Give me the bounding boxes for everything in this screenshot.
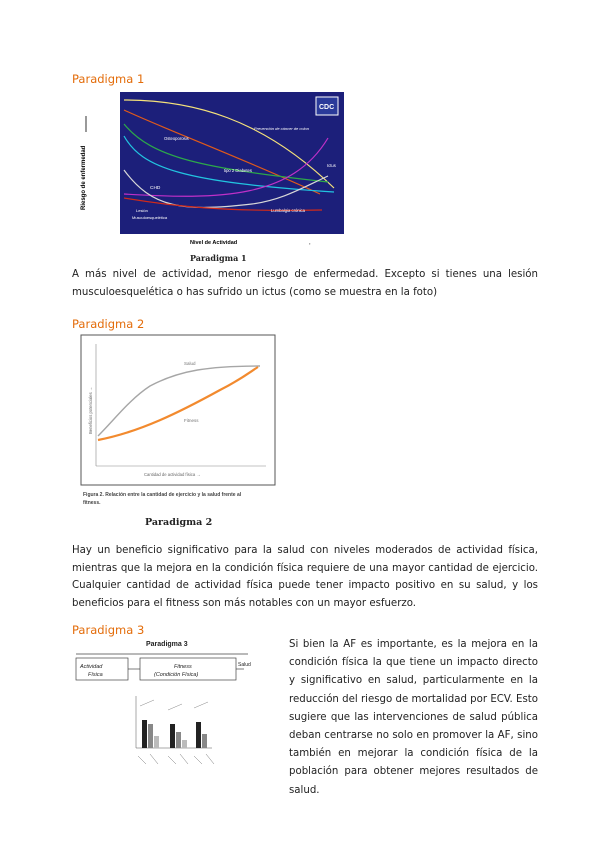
bar-6 (182, 740, 187, 748)
bar-1 (142, 720, 147, 748)
figure-1-ylabel: Riesgo de enfermedad (81, 145, 87, 210)
figure-1-xlabel: Nivel de Actividad (190, 240, 238, 246)
figure-2-caption-line-2: fitness. (83, 500, 101, 506)
figure-3-barchart (136, 696, 214, 764)
bar-3 (154, 736, 159, 748)
figure-paradigma-1 (72, 88, 362, 250)
bar-7 (196, 722, 201, 748)
label-lowback: Lumbalgia crónica (271, 208, 305, 213)
box-fitness-text: Fitness (174, 664, 192, 670)
figure-3-title: Paradigma 3 (146, 641, 188, 648)
figure-paradigma-3 (72, 636, 262, 772)
label-lesion-2: Musculoesquelética (132, 215, 168, 220)
paragraph-1: A más nivel de actividad, menor riesgo de enfermedad. Excepto si tienes una lesión musculoesquelética o has sufrido un ictus (como se muestra en la foto) (72, 269, 538, 298)
box-actividad-text-2: Física (88, 672, 103, 678)
label-osteo: Osteoporosis (164, 136, 189, 141)
figure-2-ylabel: Beneficios potenciales → (88, 386, 93, 434)
label-stroke: Ictus (327, 163, 336, 168)
bar-5 (176, 732, 181, 748)
section-heading-2: Paradigma 2 (72, 317, 145, 331)
label-lesion: Lesión (136, 208, 148, 213)
figure-2-caption-line-1: Figura 2. Relación entre la cantidad de ejercicio y la salud frente al (83, 492, 242, 498)
box-salud-text: Salud (238, 662, 251, 668)
box-actividad-text: Actividad (80, 664, 103, 670)
x-axis-arrow: , (309, 240, 311, 246)
box-fitness-text-2: (Condición Física) (154, 672, 199, 678)
figure-2-xlabel: Cantidad de actividad física → (144, 472, 201, 477)
label-fitness: Fitness (184, 418, 199, 423)
section-heading-3: Paradigma 3 (72, 623, 145, 637)
caption-paradigma-1: Paradigma 1 (190, 253, 247, 263)
paragraph-3: Si bien la AF es importante, es la mejora en la condición física la que tiene un impacto directo y significativo en salud, particularmente en la reducción del riesgo de mortalidad por ECV. Esto sugiere que las intervenciones de salud pública deban centrarse no solo en promover la AF, sino también en mejorar la condición física de la población para obtener mejores resultados de salud. (289, 639, 538, 796)
bar-4 (170, 724, 175, 748)
label-salud: Salud (184, 361, 196, 366)
section-heading-1: Paradigma 1 (72, 72, 145, 86)
figure-2-frame (81, 335, 275, 485)
label-diabetes: tipo 2 Diabetes (224, 168, 252, 173)
label-chd: CHD (150, 186, 161, 191)
label-cancer: Prevención de cáncer de colon (254, 126, 309, 131)
cdc-logo-text: CDC (319, 104, 335, 111)
paragraph-2: Hay un beneficio significativo para la salud con niveles moderados de actividad física, mientras que la mejora en la condición física requiere de una mayor cantidad de ejercicio. Cualquier cantidad de actividad física puede tener impacto positivo en su salud, y los beneficios para el fitness son más notables con un mayor esfuerzo. (72, 545, 538, 609)
caption-paradigma-2: Paradigma 2 (145, 517, 213, 528)
bar-2 (148, 724, 153, 748)
bar-8 (202, 734, 207, 748)
figure-paradigma-2 (80, 334, 280, 512)
